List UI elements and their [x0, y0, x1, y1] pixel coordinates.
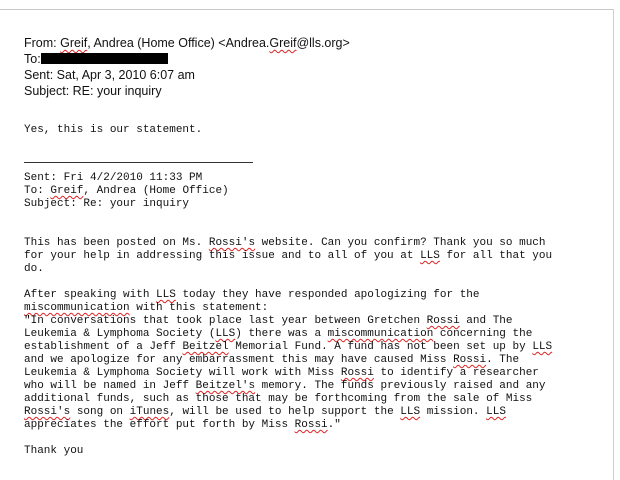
quoted-para1-line: for your help in addressing this issue and to all of you at LLS for all that you: [24, 250, 553, 262]
quoted-subject-line: Subject: Re: your inquiry: [24, 198, 190, 210]
subject-row: [24, 83, 350, 99]
quoted-para2-line: additional funds, such as those that may be forthcoming from the sale of Miss: [24, 393, 533, 405]
sent-value: Sat, Apr 3, 2010 6:07 am: [56, 68, 195, 82]
to-label: To:: [24, 52, 41, 66]
window-top-border: [0, 9, 614, 10]
quoted-para2-line: miscommunication with this statement:: [24, 302, 269, 314]
quoted-para2-line: After speaking with LLS today they have responded apologizing for the: [24, 289, 480, 301]
sent-label: Sent:: [24, 68, 54, 82]
quote-separator: [24, 162, 253, 163]
quoted-para2-line: and we apologize for any embarrassment this may have caused Miss Rossi. The: [24, 354, 520, 366]
email-header: [24, 35, 350, 99]
quoted-to-line: To: Greif, Andrea (Home Office): [24, 185, 229, 197]
quoted-para1-line: This has been posted on Ms. Rossi's website. Can you confirm? Thank you so much: [24, 237, 546, 249]
from-label: From:: [24, 36, 57, 50]
window-right-border: [613, 9, 614, 480]
quoted-para2-line: who will be named in Jeff Beitzel's memory. The funds previously raised and any: [24, 380, 546, 392]
subject-label: Subject:: [24, 84, 70, 98]
redacted-recipient: [41, 53, 168, 64]
to-row: [24, 51, 350, 67]
quoted-para2-line: Rossi's song on iTunes, will be used to help support the LLS mission. LLS: [24, 406, 506, 418]
from-value: Greif, Andrea (Home Office) <Andrea.Greif@lls.org>: [60, 36, 350, 50]
from-row: [24, 35, 350, 51]
quoted-para1-line: do.: [24, 263, 44, 275]
closing-text: Thank you: [24, 445, 84, 457]
quoted-para2-line: establishment of a Jeff Beitzel Memorial Fund. A fund has not been set up by LLS: [24, 341, 553, 353]
quoted-para2-line: appreciates the effort put forth by Miss Rossi.": [24, 419, 341, 431]
quoted-sent-line: Sent: Fri 4/2/2010 11:33 PM: [24, 172, 203, 184]
quoted-para2-line: Leukemia & Lymphoma Society will work with Miss Rossi to identify a researcher: [24, 367, 539, 379]
quoted-para2-line: Leukemia & Lymphoma Society (LLS) there was a miscommunication concerning the: [24, 328, 533, 340]
subject-value: RE: your inquiry: [72, 84, 162, 98]
reply-text: Yes, this is our statement.: [24, 124, 203, 136]
quoted-para2-line: "In conversations that took place last year between Gretchen Rossi and The: [24, 315, 513, 327]
sent-row: [24, 67, 350, 83]
